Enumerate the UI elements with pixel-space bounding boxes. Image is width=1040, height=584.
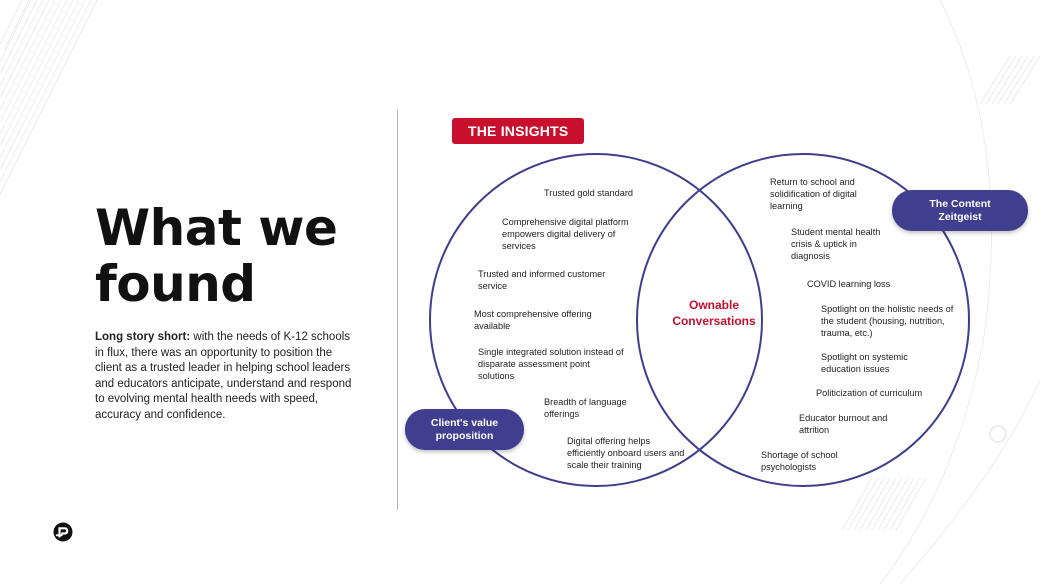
right-item: COVID learning loss	[807, 279, 891, 289]
pill-label: Client's value proposition	[430, 416, 499, 442]
right-item: Politicization of curriculum	[816, 388, 923, 398]
right-item: Educator burnout and attrition	[799, 413, 888, 435]
venn-center-label: Ownable Conversations	[672, 298, 756, 328]
right-item: Student mental health crisis & uptick in diagnosis	[791, 227, 881, 261]
left-item: Breadth of language offerings	[544, 397, 627, 419]
right-item: Spotlight on the holistic needs of the student (housing, nutrition, trauma, etc.)	[821, 304, 954, 338]
left-item: Single integrated solution instead of disparate assessment point solutions	[478, 347, 624, 381]
page-title: What we found	[95, 199, 338, 313]
left-item: Trusted and informed customer service	[478, 269, 606, 291]
summary-body: with the needs of K-12 schools in flux, there was an opportunity to position the client as a trusted leader in helping school leaders and educators anticipate, understand and respond to evolving mental health needs with speed, accuracy and confidence.	[95, 331, 352, 421]
right-item: Spotlight on systemic education issues	[821, 352, 908, 374]
left-item: Comprehensive digital platform empowers digital delivery of services	[502, 217, 629, 251]
brand-logo-icon	[53, 522, 73, 542]
summary-lead: Long story short:	[95, 331, 191, 343]
clients-value-proposition-pill	[405, 409, 524, 450]
left-item: Trusted gold standard	[544, 188, 634, 198]
pill-label: The Content Zeitgeist	[929, 197, 991, 223]
content-zeitgeist-pill	[892, 190, 1028, 231]
left-item: Digital offering helps efficiently onboard users and scale their training	[567, 436, 685, 470]
right-item: Shortage of school psychologists	[761, 450, 838, 472]
left-item: Most comprehensive offering available	[474, 309, 592, 331]
insights-badge: THE INSIGHTS	[452, 118, 584, 144]
right-item: Return to school and solidification of digital learning	[770, 177, 857, 211]
